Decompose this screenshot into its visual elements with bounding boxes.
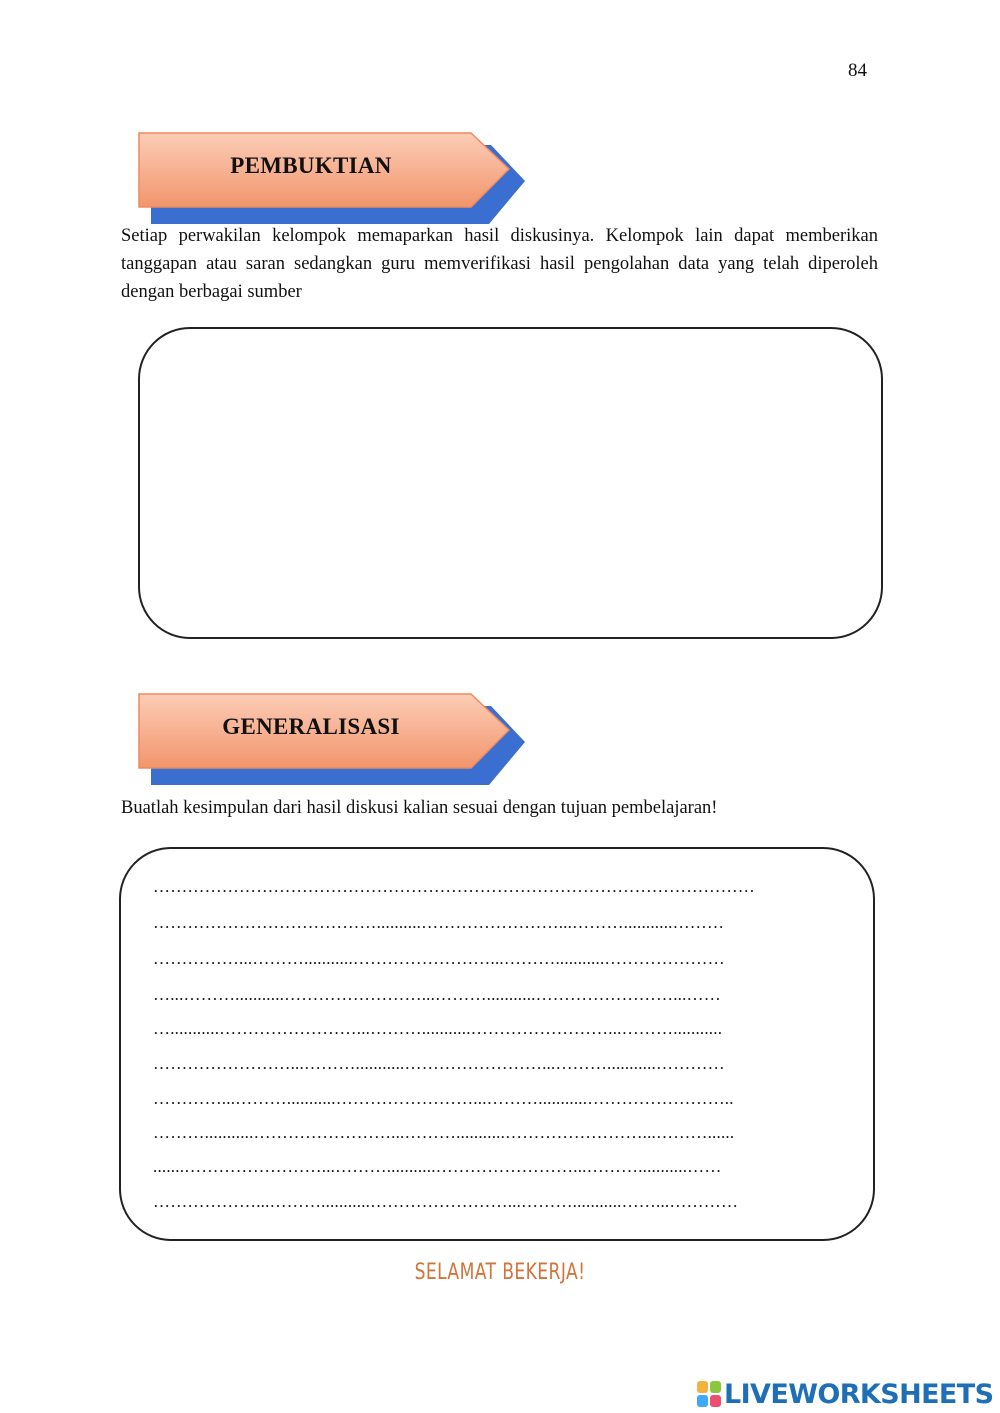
answer-box[interactable] [138, 327, 883, 639]
instruction-text: Buatlah kesimpulan dari hasil diskusi kalian sesuai dengan tujuan pembelajaran! [121, 798, 718, 818]
brand-name: LIVEWORKSHEETS [724, 1378, 994, 1410]
arrow-banner-shape [137, 131, 529, 227]
instruction-text: Setiap perwakilan kelompok memaparkan hasil diskusinya. Kelompok lain dapat memberikan tanggapan atau saran sedangkan guru memverifikasi hasil pengolahan data yang telah diperoleh dengan berbagai sumber [121, 226, 878, 302]
answer-line[interactable]: …………………………………………………………………………………………… [153, 877, 755, 896]
answer-line[interactable]: .......……………………...………...........……………………...………...........…… [153, 1157, 722, 1176]
answer-line[interactable]: …...………...........……………………...………...........……………………...…… [153, 985, 721, 1004]
brand-watermark[interactable] [697, 1378, 993, 1410]
page-number: 84 [848, 60, 867, 81]
answer-line[interactable]: ………………...………...........……………………...………...........……...………… [153, 1192, 739, 1211]
answer-line[interactable]: ……………...………...........……………………...………...........………………… [153, 949, 725, 968]
section-banner-pembuktian [137, 131, 529, 227]
closing-message: SELAMAT BEKERJA! [414, 1260, 586, 1285]
section-title: PEMBUKTIAN [230, 153, 392, 178]
answer-line[interactable]: ……………………...………...........……………………...………...........………… [153, 1054, 725, 1073]
answer-line[interactable]: …...........……………………...………...........……………………...………........... [153, 1019, 723, 1038]
answer-line[interactable]: ………...........……………………...………...........……………………...………...... [153, 1123, 735, 1142]
answer-line[interactable]: …………...………...........……………………...………...........…………………….. [153, 1089, 734, 1108]
liveworksheets-logo-icon [697, 1381, 721, 1407]
section-title: GENERALISASI [222, 714, 400, 739]
conclusion-box[interactable] [119, 847, 875, 1241]
section-banner-generalisasi [137, 692, 529, 788]
answer-line[interactable]: …………………………………..........……………………...………...........……… [153, 913, 725, 932]
arrow-banner-shape [137, 692, 529, 788]
